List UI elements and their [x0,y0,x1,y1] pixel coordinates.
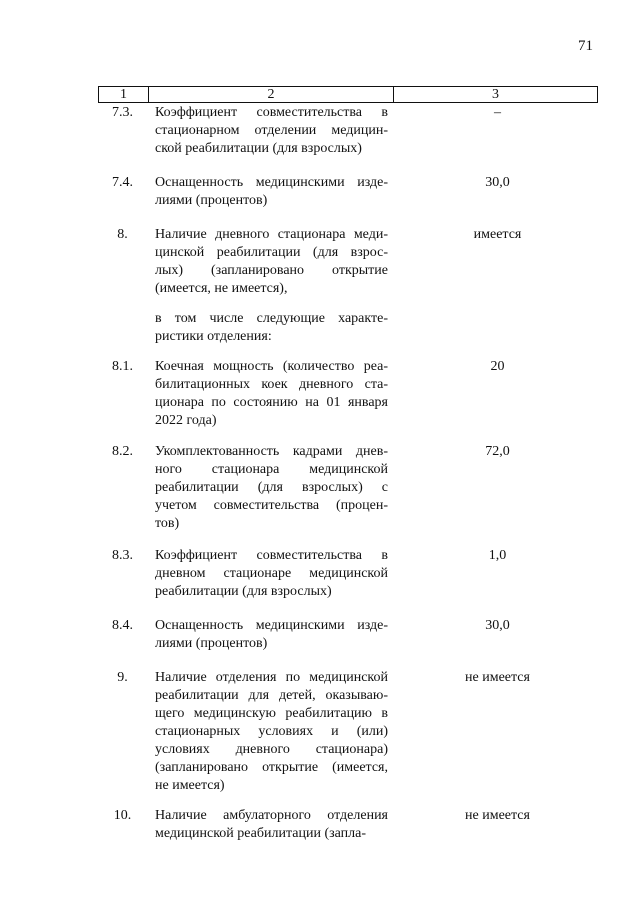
row-description-line: реабилитации (для взрослых) с [155,480,388,495]
header-col-3: 3 [492,87,499,102]
row-description [155,443,388,533]
row-value: не имеется [465,670,530,685]
row-description-line: дневном стационаре медицинской [155,566,388,581]
row-number: 8.4. [112,618,133,633]
row-description-line: в том числе следующие характе- [155,311,388,326]
row-number: 10. [113,808,132,823]
row-description-line: ного стационара медицинской [155,462,388,477]
row-value: 1,0 [488,548,507,563]
row-description-line: лиями (процентов) [155,636,268,651]
row-description-line: Коечная мощность (количество реа- [155,359,388,374]
row-description-line: стационарных условиях и (или) [155,724,388,739]
row-description-line: Коэффициент совместительства в [155,548,388,563]
row-description-line: тов) [155,516,180,531]
row-description [155,547,388,601]
page-number: 71 [578,38,593,54]
row-description [155,669,388,795]
row-description-line: лиями (процентов) [155,193,268,208]
row-value: не имеется [465,808,530,823]
row-description-line: щего медицинскую реабилитацию в [155,706,388,721]
row-description [155,617,388,653]
row-description-line: условиях дневного стационара) [155,742,388,757]
row-description-line: (запланировано открытие (имеется, [155,760,388,775]
row-description-line: медицинской реабилитации (запла- [155,826,367,841]
row-description-line: реабилитации (для взрослых) [155,584,332,599]
row-value: 30,0 [485,175,510,190]
row-description-line: билитационных коек дневного ста- [155,377,388,392]
row-number: 8.2. [112,444,133,459]
row-description-line: Оснащенность медицинскими изде- [155,175,388,190]
row-description-line: ской реабилитации (для взрослых) [155,141,362,156]
row-description-line: реабилитации для детей, оказываю- [155,688,388,703]
row-description [155,807,388,843]
row-description-line: лых) (запланировано открытие [155,263,388,278]
row-number: 7.3. [112,105,133,120]
row-description [155,104,388,158]
row-value: – [494,105,501,120]
row-description [155,226,388,298]
row-description-line: стационарном отделении медицин- [155,123,388,138]
row-description [155,310,388,346]
row-description-line: учетом совместительства (процен- [155,498,388,513]
row-value: 72,0 [485,444,510,459]
row-description-line: Наличие отделения по медицинской [155,670,388,685]
row-description-line: Наличие амбулаторного отделения [155,808,388,823]
row-description-line: цинской реабилитации (для взрос- [155,245,388,260]
row-number: 9. [117,670,128,685]
row-description-line: не имеется) [155,778,225,793]
row-number: 8. [117,227,128,242]
row-number: 8.3. [112,548,133,563]
row-description-line: Оснащенность медицинскими изде- [155,618,388,633]
row-number: 7.4. [112,175,133,190]
row-value: 30,0 [485,618,510,633]
row-description-line: Укомплектованность кадрами днев- [155,444,388,459]
row-description-line: Коэффициент совместительства в [155,105,388,120]
row-description-line: ристики отделения: [155,329,272,344]
row-description-line: Наличие дневного стационара меди- [155,227,388,242]
row-value: имеется [473,227,522,242]
row-value: 20 [490,359,505,374]
header-col-2: 2 [149,87,394,102]
row-description-line: (имеется, не имеется), [155,281,288,296]
row-number: 8.1. [112,359,133,374]
table-header [98,86,598,103]
header-col-1: 1 [99,87,149,102]
row-description [155,174,388,210]
row-description-line: ционара по состоянию на 01 января [155,395,388,410]
row-description [155,358,388,430]
row-description-line: 2022 года) [155,413,217,428]
